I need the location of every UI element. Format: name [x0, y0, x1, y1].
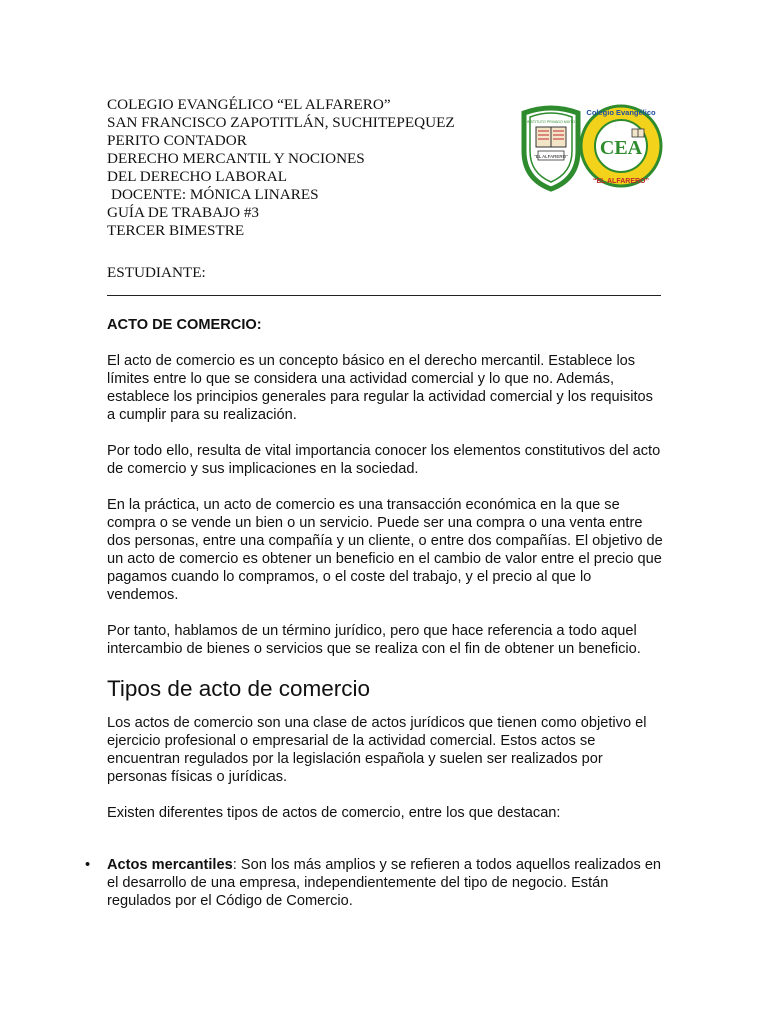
course-name-line2: DEL DERECHO LABORAL: [107, 168, 287, 185]
svg-text:CEA: CEA: [599, 137, 643, 159]
teacher-name: DOCENTE: MÓNICA LINARES: [111, 186, 319, 203]
school-name: COLEGIO EVANGÉLICO “EL ALFARERO”: [107, 96, 391, 113]
worksheet-number: GUÍA DE TRABAJO #3: [107, 204, 260, 221]
colegio-circle-logo: [581, 106, 661, 186]
school-header: [107, 96, 455, 240]
student-label: ESTUDIANTE:: [107, 264, 206, 281]
svg-text:INSTITUTO PRIVADO MIXTO: INSTITUTO PRIVADO MIXTO: [526, 120, 576, 124]
school-logos: [518, 99, 664, 194]
section-title-tipos: Tipos de acto de comercio: [107, 676, 371, 701]
school-logos-image: [518, 99, 664, 194]
institute-shield-logo: [524, 108, 578, 189]
document-body: [85, 316, 663, 910]
course-name-line1: DERECHO MERCANTIL Y NOCIONES: [107, 150, 365, 167]
paragraph-3: En la práctica, un acto de comercio es una transacción económica en la que se compra o se vende un bien o un servicio. Puede ser una compra o una venta entre dos personas, entre una compañía y un cliente, o entre dos compañías. El objetivo de un acto de comercio es obtener un beneficio en el cambio de valor entre el precio que pagamos cuando lo compramos, o el coste del trabajo, y el precio al que lo vendemos.: [107, 497, 663, 603]
list-item: [85, 856, 663, 910]
types-list: [85, 856, 663, 910]
paragraph-4: Por tanto, hablamos de un término jurídico, pero que hace referencia a todo aquel intercambio de bienes o servicios que se realiza con el fin de obtener un beneficio.: [107, 623, 641, 657]
svg-text:“EL ALFARERO”: “EL ALFARERO”: [534, 154, 568, 159]
list-item-term: Actos mercantiles: [107, 857, 233, 873]
paragraph-2: Por todo ello, resulta de vital importancia conocer los elementos constitutivos del acto de comercio y sus implicaciones en la sociedad.: [107, 443, 661, 477]
student-name-line: [107, 295, 661, 296]
section-heading-acto: ACTO DE COMERCIO:: [107, 317, 262, 333]
paragraph-5: Los actos de comercio son una clase de actos jurídicos que tienen como objetivo el ejercicio profesional o empresarial de la actividad comercial. Estos actos se encuentran regulados por la legislación española y suelen ser realizados por personas físicas o jurídicas.: [107, 715, 647, 785]
career-name: PERITO CONTADOR: [107, 132, 247, 149]
term-name: TERCER BIMESTRE: [107, 222, 245, 239]
paragraph-6: Existen diferentes tipos de actos de comercio, entre los que destacan:: [107, 805, 561, 821]
svg-text:“EL ALFARERO”: “EL ALFARERO”: [592, 178, 650, 185]
bullet-icon: •: [85, 857, 91, 873]
school-location: SAN FRANCISCO ZAPOTITLÁN, SUCHITEPEQUEZ: [107, 114, 455, 131]
svg-text:Colegio Evangélico: Colegio Evangélico: [586, 108, 656, 117]
paragraph-1: El acto de comercio es un concepto básico en el derecho mercantil. Establece los límites entre lo que se considera una actividad comercial y lo que no. Además, establece los principios generales para regular la actividad comercial y los requisitos a cumplir para su realización.: [107, 353, 653, 423]
list-item-text: : Son los más amplios y se refieren a todos aquellos realizados en el desarrollo de una empresa, independientemente del tipo de negocio. Están regulados por el Código de Comercio.: [107, 857, 662, 909]
